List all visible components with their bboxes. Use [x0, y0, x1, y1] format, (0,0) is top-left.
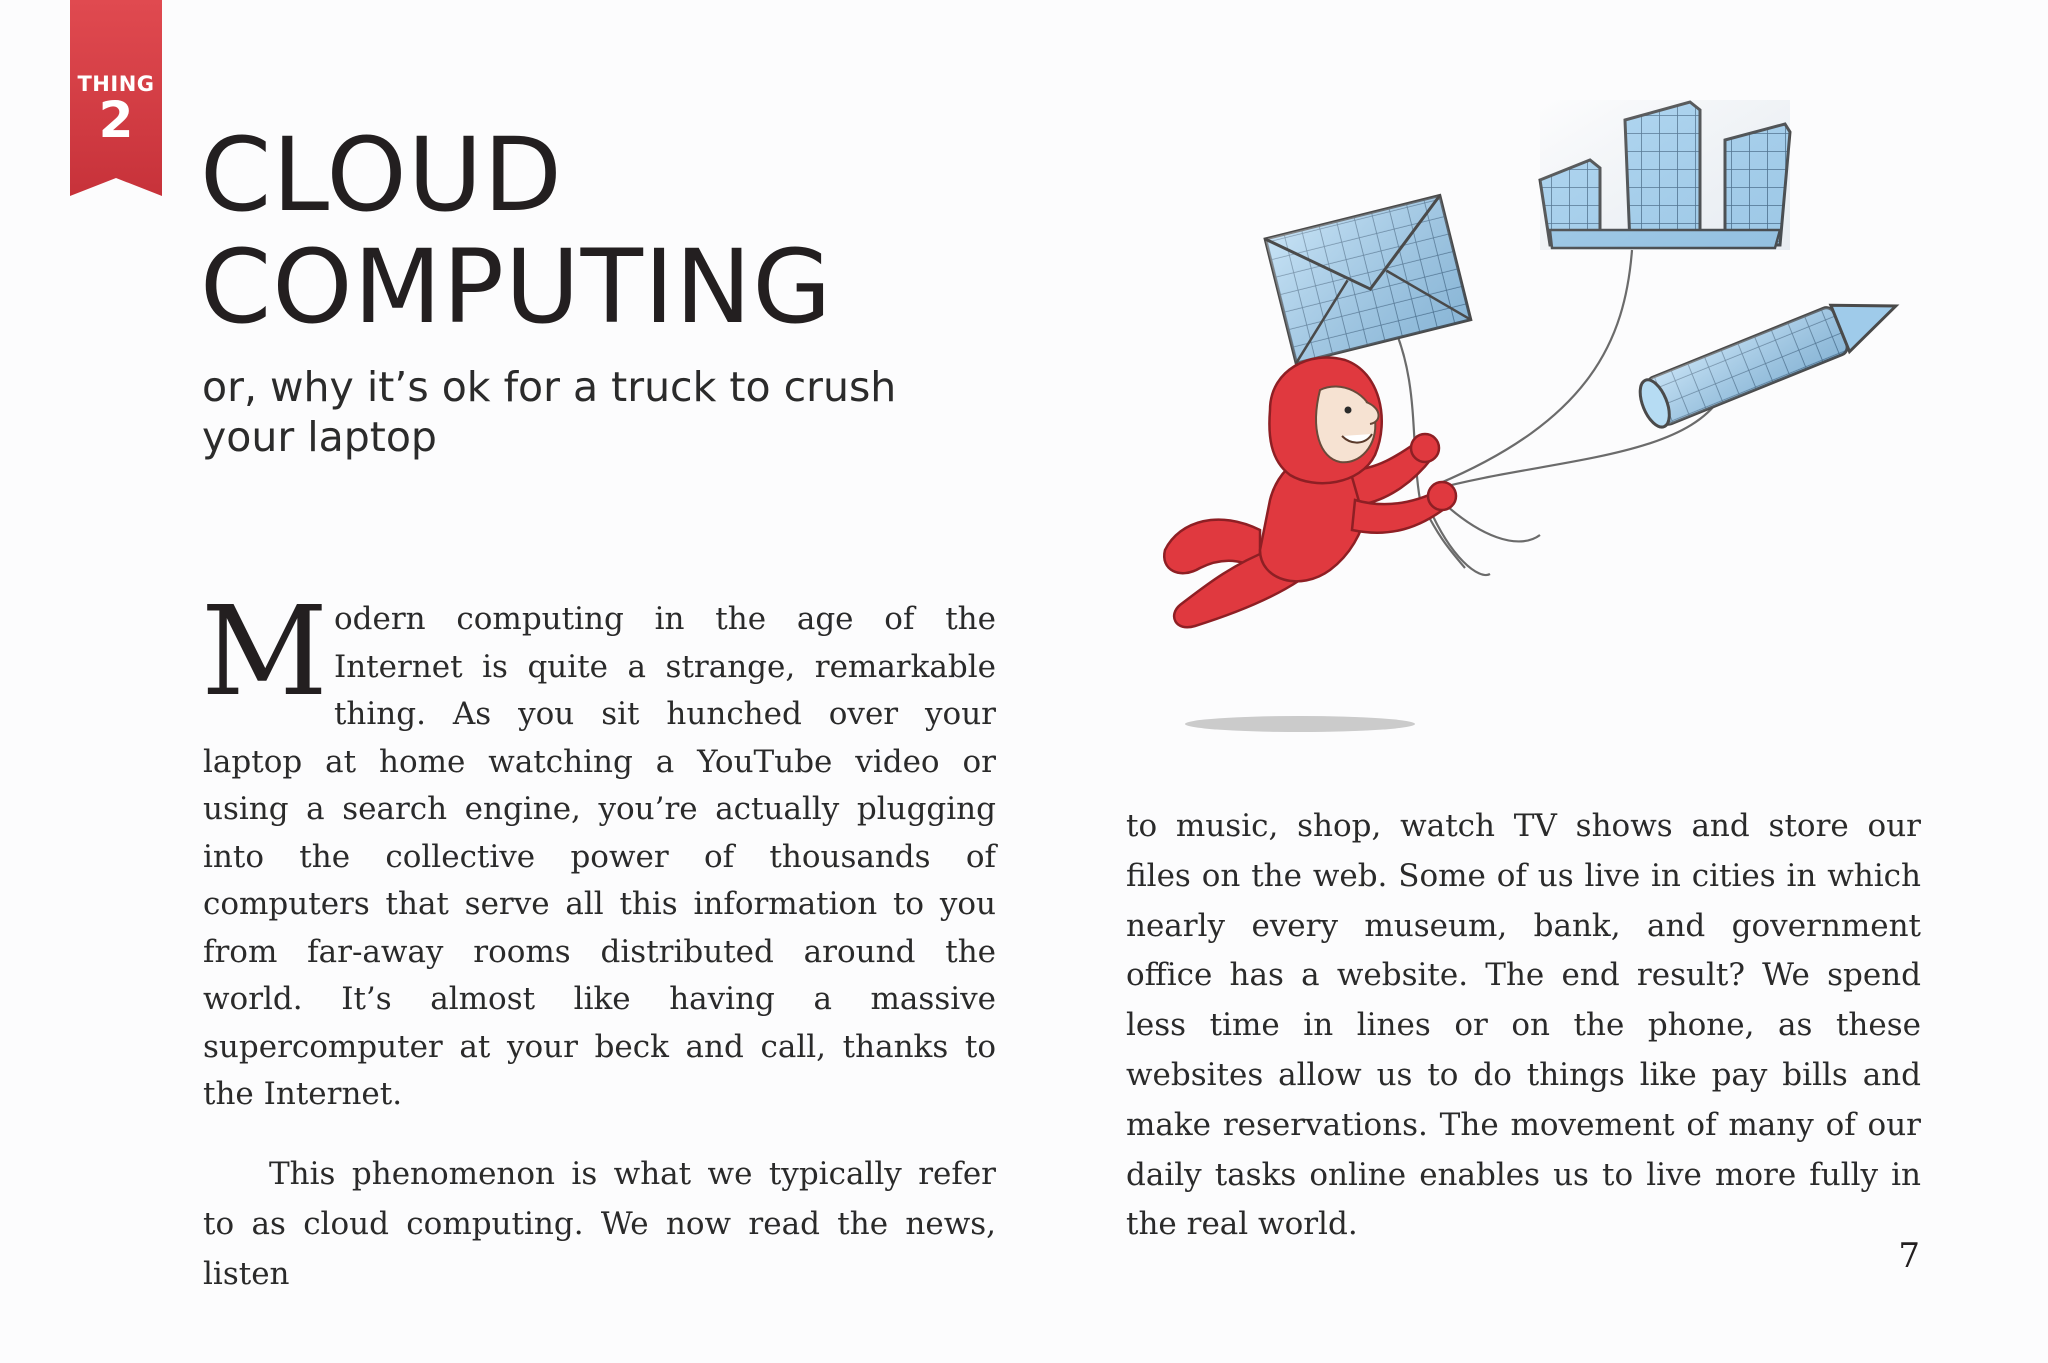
- ribbon-word: THING: [77, 72, 155, 96]
- page-number: 7: [1898, 1236, 1920, 1276]
- page-subtitle: [202, 362, 922, 462]
- paragraph-1-text: odern computing in the age of the Internet is quite a strange, remarkable thing. As you sit hunched over your laptop at home watching a YouTube video or using a search engine, you’re actually plugging into the collective power of thousands of computers that serve all this information to you from far-away rooms distributed around the world. It’s almost like having a massive supercomputer at your beck and call, thanks to the Internet.: [203, 601, 996, 1112]
- page-title: [200, 116, 833, 347]
- chapter-ribbon: [70, 0, 162, 196]
- flying-figure-illustration: [1120, 80, 2000, 760]
- paragraph-1: [201, 580, 996, 1119]
- buildings-icon: [1540, 100, 1790, 250]
- subtitle-line-2: your laptop: [202, 413, 437, 461]
- ground-shadow: [1185, 716, 1415, 732]
- paragraph-3: to music, shop, watch TV shows and store our files on the web. Some of us live in cities in which nearly every museum, bank, and government office has a website. The end result? We spend less time in lines or on the phone, as these websites allow us to do things like pay bills and make reservations. The movement of many of our daily tasks online enables us to live more fully in the real world.: [1126, 808, 1921, 1243]
- title-line-2: COMPUTING: [200, 228, 833, 347]
- envelope-icon: [1265, 195, 1471, 363]
- title-line-1: CLOUD: [200, 116, 563, 235]
- subtitle-line-1: or, why it’s ok for a truck to crush: [202, 363, 897, 411]
- left-column: [201, 580, 996, 1299]
- pencil-icon: [1634, 283, 1905, 431]
- ribbon-number: 2: [98, 91, 134, 149]
- paragraph-2: This phenomenon is what we typically refer to as cloud computing. We now read the news, listen: [203, 1155, 996, 1292]
- right-column: [1126, 802, 1921, 1250]
- drop-cap: M: [201, 580, 328, 724]
